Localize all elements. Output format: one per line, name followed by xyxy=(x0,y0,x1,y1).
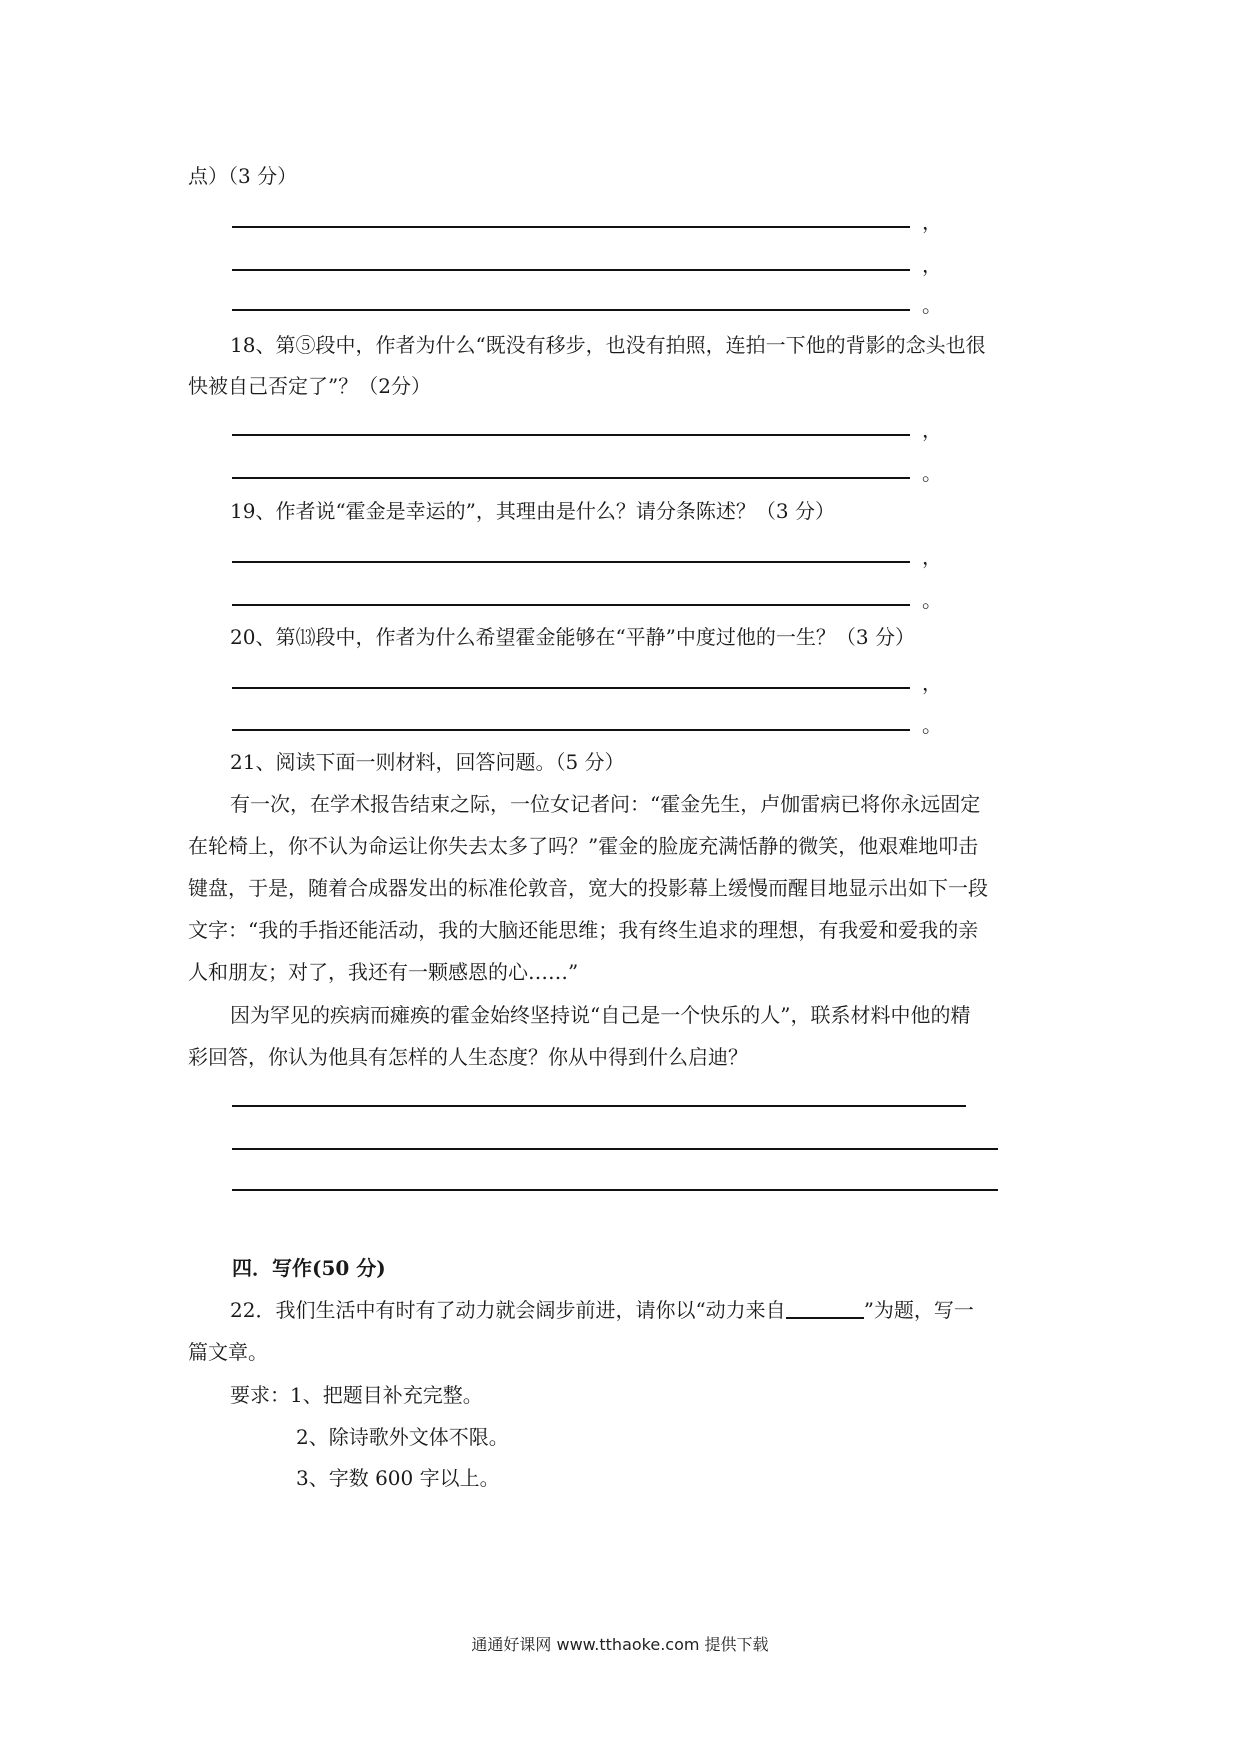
answer-punct: 。 xyxy=(922,713,942,737)
answer-line xyxy=(232,1189,998,1191)
answer-line xyxy=(232,561,910,563)
title-blank xyxy=(786,1297,864,1319)
answer-punct: 。 xyxy=(922,461,942,485)
answer-punct: ， xyxy=(922,210,942,234)
q22-prompt-line1 xyxy=(230,1296,974,1324)
requirement-1: 要求：1、把题目补充完整。 xyxy=(230,1383,483,1407)
answer-punct: ， xyxy=(922,545,942,569)
q18-line1: 18、第⑤段中，作者为什么“既没有移步，也没有拍照，连拍一下他的背影的念头也很 xyxy=(230,333,986,357)
q18-line2: 快被自己否定了”？（2分） xyxy=(188,374,431,398)
q21-material-line: 文字：“我的手指还能活动，我的大脑还能思维；我有终生追求的理想，有我爱和爱我的亲 xyxy=(188,918,979,942)
answer-punct: ， xyxy=(922,671,942,695)
answer-line xyxy=(232,434,910,436)
answer-line xyxy=(232,477,910,479)
q21-material-line: 在轮椅上，你不认为命运让你失去太多了吗？”霍金的脸庞充满恬静的微笑，他艰难地叩击 xyxy=(188,834,979,858)
q21-material-line: 有一次，在学术报告结束之际，一位女记者问：“霍金先生，卢伽雷病已将你永远固定 xyxy=(230,792,981,816)
answer-line xyxy=(232,269,910,271)
answer-punct: 。 xyxy=(922,588,942,612)
requirement-3: 3、字数 600 字以上。 xyxy=(296,1466,500,1490)
q17-tail: 点）（3 分） xyxy=(188,164,298,188)
q21-material-line: 人和朋友；对了，我还有一颗感恩的心……” xyxy=(188,960,579,984)
q22-prompt-part2: ”为题，写一 xyxy=(863,1298,974,1322)
answer-line xyxy=(232,687,910,689)
answer-punct: ， xyxy=(922,253,942,277)
answer-line xyxy=(232,729,910,731)
q19-text: 19、作者说“霍金是幸运的”，其理由是什么？请分条陈述？（3 分） xyxy=(230,499,835,523)
answer-line xyxy=(232,1105,966,1107)
q21-question-line: 因为罕见的疾病而瘫痪的霍金始终坚持说“自己是一个快乐的人”，联系材料中他的精 xyxy=(230,1003,971,1027)
answer-line xyxy=(232,226,910,228)
q22-prompt-part1: 22．我们生活中有时有了动力就会阔步前进，请你以“动力来自 xyxy=(230,1298,786,1322)
q22-prompt-line2: 篇文章。 xyxy=(188,1340,268,1364)
page-footer: 通通好课网 www.tthaoke.com 提供下载 xyxy=(471,1635,769,1654)
answer-line xyxy=(232,1148,998,1150)
answer-punct: ， xyxy=(922,418,942,442)
q21-material-line: 键盘，于是，随着合成器发出的标准伦敦音，宽大的投影幕上缓慢而醒目地显示出如下一段 xyxy=(188,876,988,900)
q21-question-line: 彩回答，你认为他具有怎样的人生态度？你从中得到什么启迪？ xyxy=(188,1045,748,1069)
writing-heading: 四．写作(50 分) xyxy=(232,1256,386,1280)
answer-line xyxy=(232,309,910,311)
answer-punct: 。 xyxy=(922,293,942,317)
q20-text: 20、第⒀段中，作者为什么希望霍金能够在“平静”中度过他的一生？（3 分） xyxy=(230,625,915,649)
answer-line xyxy=(232,604,910,606)
q21-title: 21、阅读下面一则材料，回答问题。（5 分） xyxy=(230,750,625,774)
requirement-2: 2、除诗歌外文体不限。 xyxy=(296,1425,509,1449)
